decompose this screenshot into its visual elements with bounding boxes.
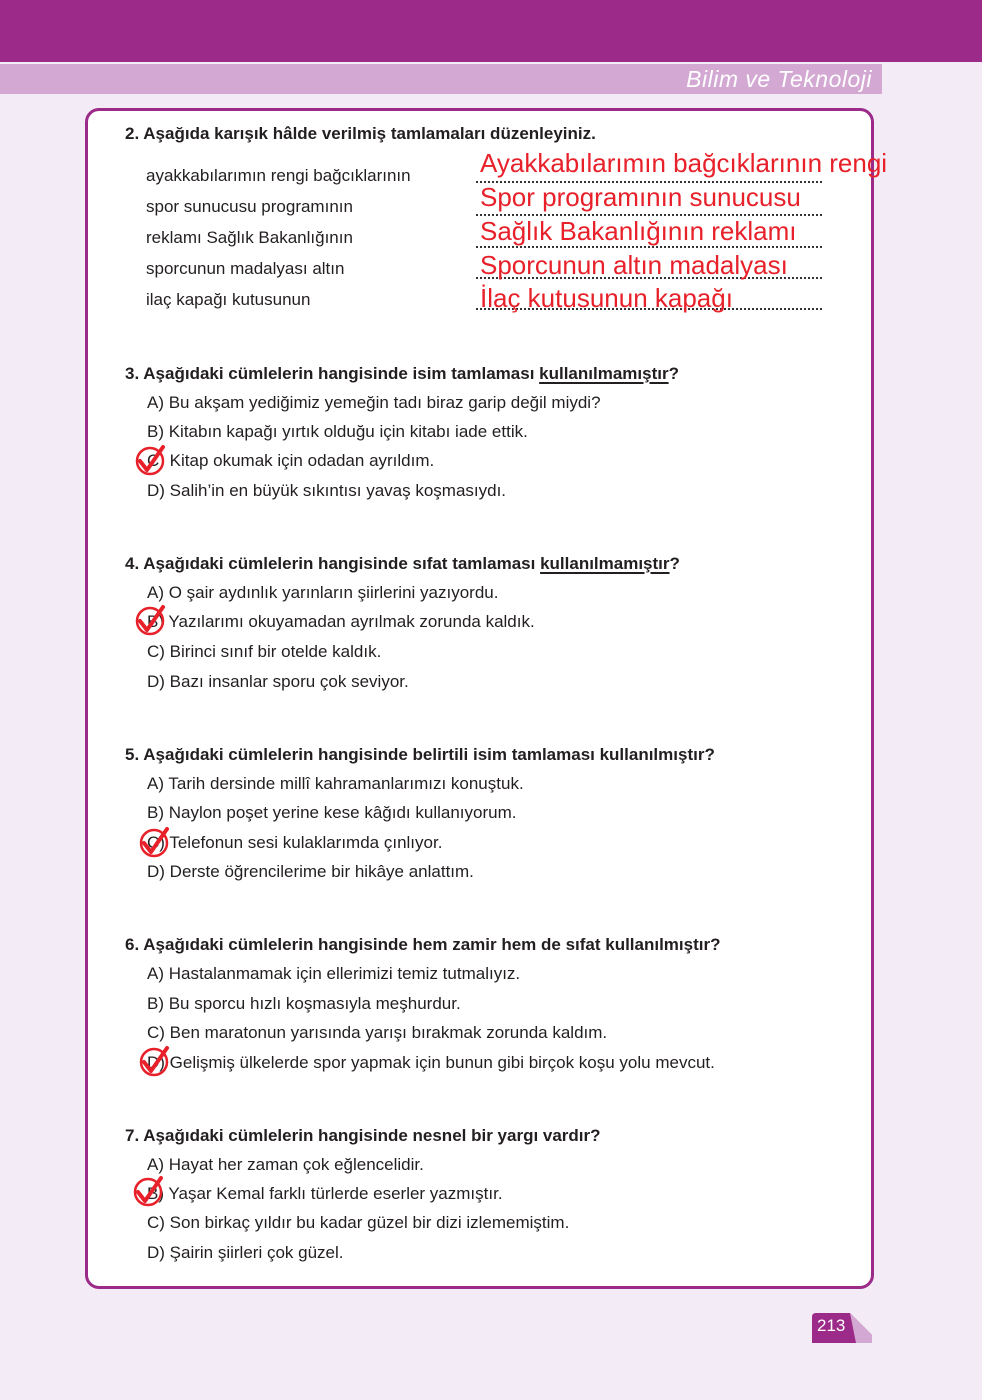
q7-option-b: B) Yaşar Kemal farklı türlerde eserler yazmıştır. [147, 1184, 503, 1203]
q2-answer-3: Sağlık Bakanlığının reklamı [480, 216, 797, 246]
q6-option-d: D) Gelişmiş ülkelerde spor yapmak için bunun gibi birçok koşu yolu mevcut. [147, 1053, 715, 1072]
page-number: 213 [817, 1316, 846, 1335]
q3-title [125, 364, 679, 384]
q3-title-underlined: kullanılmamıştır [539, 364, 669, 383]
q4-option-d: D) Bazı insanlar sporu çok seviyor. [147, 672, 409, 691]
q2-answer-5: İlaç kutusunun kapağı [480, 283, 733, 313]
q5-option-d: D) Derste öğrencilerime bir hikâye anlattım. [147, 862, 474, 881]
q3-option-a: A) Bu akşam yediğimiz yemeğin tadı biraz garip değil miydi? [147, 393, 601, 412]
q3-check-icon [133, 444, 167, 478]
q2-answer-1: Ayakkabılarımın bağcıklarının rengi [480, 148, 888, 178]
q4-option-c: C) Birinci sınıf bir otelde kaldık. [147, 642, 382, 661]
q6-option-c: C) Ben maratonun yarısında yarışı bırakmak zorunda kaldım. [147, 1023, 608, 1042]
q6-title: 6. Aşağıdaki cümlelerin hangisinde hem zamir hem de sıfat kullanılmıştır? [125, 935, 721, 954]
q5-option-c: C) Telefonun sesi kulaklarımda çınlıyor. [147, 833, 443, 852]
q5-option-a: A) Tarih dersinde millî kahramanlarımızı konuştuk. [147, 774, 524, 793]
header-bar [0, 0, 982, 62]
q2-phrase-3: reklamı Sağlık Bakanlığının [146, 228, 353, 247]
q3-option-c: C) Kitap okumak için odadan ayrıldım. [147, 451, 435, 470]
q2-answer-2: Spor programının sunucusu [480, 182, 801, 212]
q7-title: 7. Aşağıdaki cümlelerin hangisinde nesnel bir yargı vardır? [125, 1126, 601, 1145]
q4-check-icon [133, 604, 167, 638]
q6-check-icon [137, 1045, 171, 1079]
q4-option-b: B) Yazılarımı okuyamadan ayrılmak zorunda kaldık. [147, 612, 535, 631]
q7-option-c: C) Son birkaç yıldır bu kadar güzel bir dizi izlememiştim. [147, 1213, 570, 1232]
q6-option-b: B) Bu sporcu hızlı koşmasıyla meşhurdur. [147, 994, 461, 1013]
subject-bar-cap [872, 64, 882, 94]
q5-option-b: B) Naylon poşet yerine kese kâğıdı kullanıyorum. [147, 803, 517, 822]
q3-title-text: 3. Aşağıdaki cümlelerin hangisinde isim tamlaması [125, 364, 540, 383]
q5-title: 5. Aşağıdaki cümlelerin hangisinde belirtili isim tamlaması kullanılmıştır? [125, 745, 715, 764]
q2-phrase-2: spor sunucusu programının [146, 197, 353, 216]
q4-title [125, 554, 680, 574]
q2-title: 2. Aşağıda karışık hâlde verilmiş tamlamaları düzenleyiniz. [125, 124, 596, 143]
q6-option-a: A) Hastalanmamak için ellerimizi temiz tutmalıyız. [147, 964, 521, 983]
q4-title-underlined: kullanılmamıştır [540, 554, 670, 573]
q3-option-b: B) Kitabın kapağı yırtık olduğu için kitabı iade ettik. [147, 422, 528, 441]
q7-option-a: A) Hayat her zaman çok eğlencelidir. [147, 1155, 424, 1174]
q4-title-mark: ? [669, 554, 680, 573]
q5-check-icon [137, 826, 171, 860]
q4-option-a: A) O şair aydınlık yarınların şiirlerini yazıyordu. [147, 583, 499, 602]
subject-bar [0, 64, 882, 94]
q2-phrase-1: ayakkabılarımın rengi bağcıklarının [146, 166, 411, 185]
q3-title-mark: ? [668, 364, 679, 383]
subject-title: Bilim ve Teknoloji [686, 66, 872, 92]
q3-option-d: D) Salih’in en büyük sıkıntısı yavaş koşmasıydı. [147, 481, 507, 500]
q7-check-icon [131, 1175, 165, 1209]
q4-title-text: 4. Aşağıdaki cümlelerin hangisinde sıfat tamlaması [125, 554, 541, 573]
q2-phrase-5: ilaç kapağı kutusunun [146, 290, 311, 309]
q2-answer-4: Sporcunun altın madalyası [480, 250, 788, 280]
q7-option-d: D) Şairin şiirleri çok güzel. [147, 1243, 344, 1262]
q2-phrase-4: sporcunun madalyası altın [146, 259, 345, 278]
